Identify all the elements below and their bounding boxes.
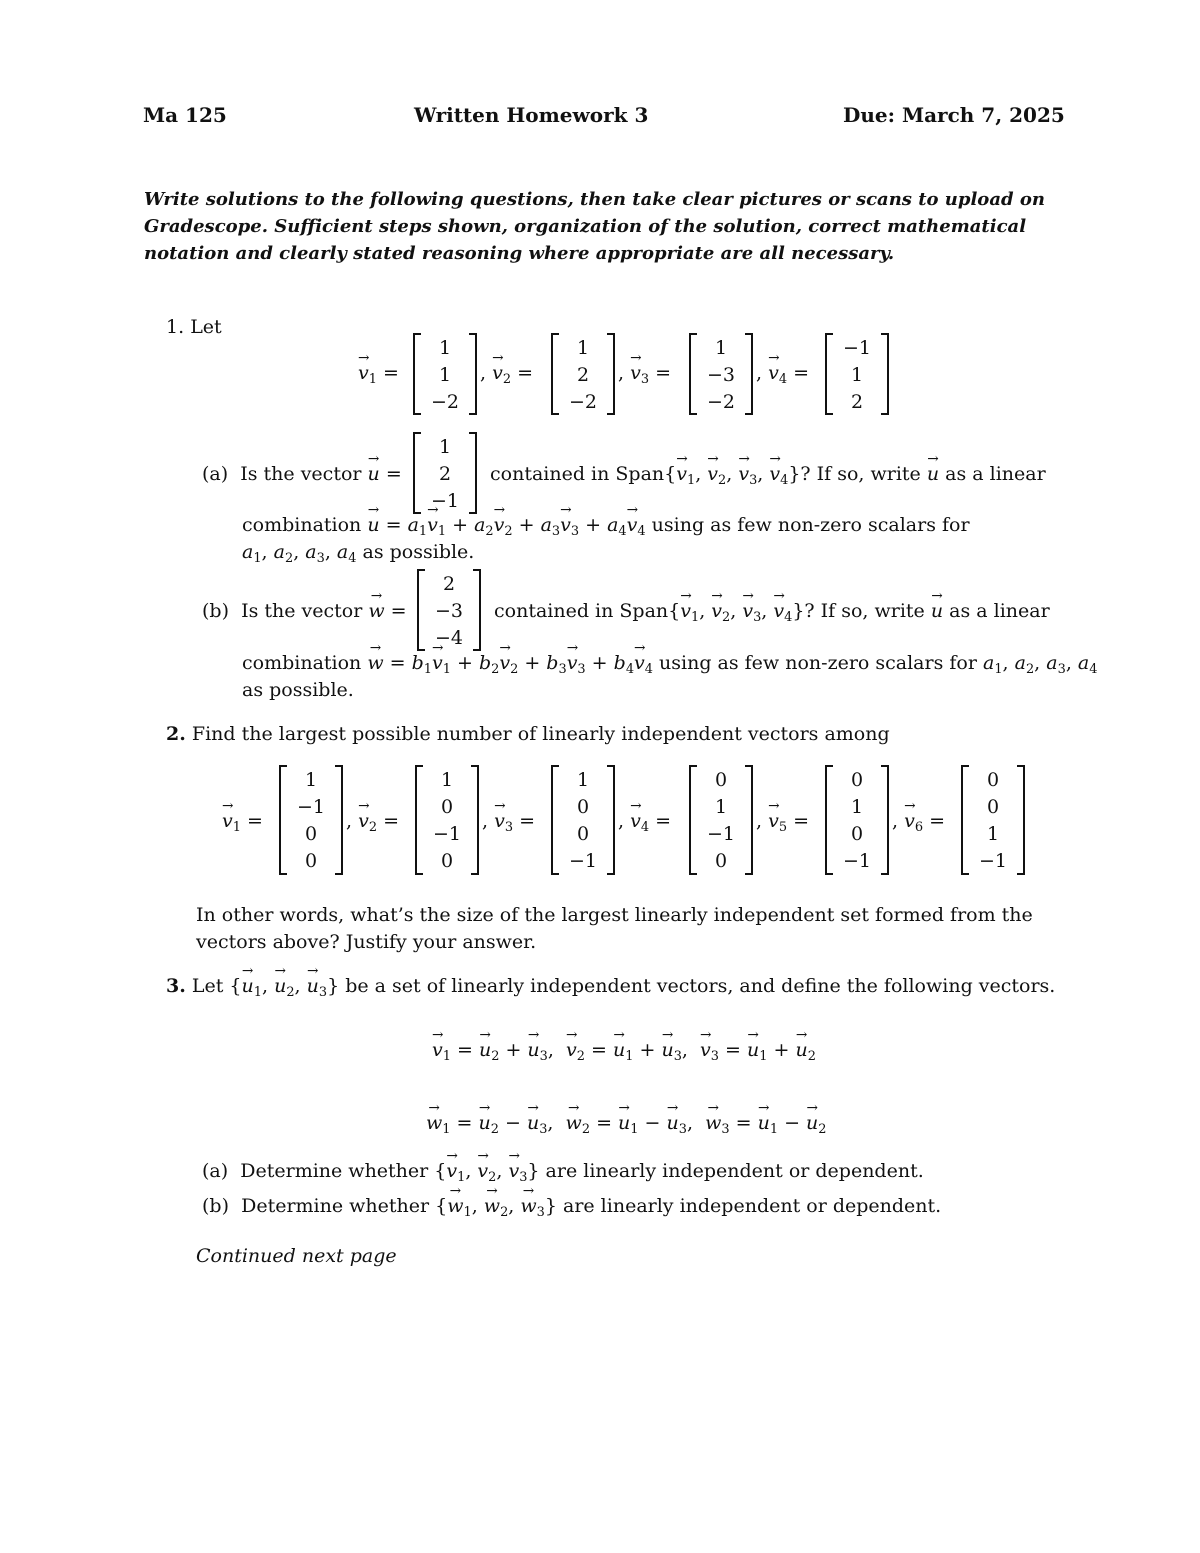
q2-matrix-v2: 1 0 −1 0: [415, 767, 479, 873]
q3b-text: (b) Determine whether {→ $w_1$, → $w_2$, → $w_3$} are linearly independent or dependent.: [202, 1195, 941, 1220]
q2-matrix-v3: 1 0 0 −1: [551, 767, 615, 873]
q1b-span-text: contained in Span{→ $v_1$, → $v_2$, → $v_3$, → $v_4$}? If so, write → u as a linear: [494, 600, 1050, 625]
q1b-line2: combination → $w = b_1\to v_1 + b_2\to v_2 + b_3\to v_3 + b_4\to v_4$ using as few non-zero scalars for $a_1$, $a_2$, $a_3$, $a_4$: [242, 652, 1097, 677]
matrix-v4: −1 1 2: [825, 335, 889, 413]
v2-label: , → $v_2$ =: [480, 362, 533, 387]
q2-v1-label: → $v_1$ =: [222, 810, 263, 835]
due-date: Due: March 7, 2025: [843, 103, 1065, 127]
q3a-text: (a) Determine whether {→ $v_1$, → $v_2$, → $v_3$} are linearly independent or dependent.: [202, 1160, 924, 1185]
v1-label: → $v_1$ =: [358, 362, 399, 387]
matrix-v3: 1 −3 −2: [689, 335, 753, 413]
q1a-line2: combination → $u = a_1\to v_1 + a_2\to v_2 + a_3\to v_3 + a_4\to v_4$ using as few non-zero scalars for: [242, 514, 970, 539]
question-1-lead: 1. Let: [166, 316, 222, 338]
q2-follow-2: vectors above? Justify your answer.: [196, 931, 537, 953]
continued-note: Continued next page: [196, 1245, 397, 1267]
matrix-v1: 1 1 −2: [413, 335, 477, 413]
matrix-v2: 1 2 −2: [551, 335, 615, 413]
matrix-u: 1 2 −1: [413, 434, 477, 512]
page-title: Written Homework 3: [414, 103, 649, 127]
q2-v2-label: , → $v_2$ =: [346, 810, 399, 835]
q1a-line3: $a_1$, $a_2$, $a_3$, $a_4$ as possible.: [242, 541, 475, 566]
instructions: Write solutions to the following questions, then take clear pictures or scans to upload on Gradescope. Sufficient steps shown, organization of the solution, correct mathematical notation and clearly stated reasoning where appropriate are all necessary.: [144, 189, 1045, 264]
q1b-line3: as possible.: [242, 679, 354, 701]
v3-label: , → $v_3$ =: [618, 362, 671, 387]
q1b-text: (b) Is the vector → w =: [202, 600, 407, 622]
q2-follow-1: In other words, what’s the size of the largest linearly independent set formed from the: [196, 904, 1033, 926]
q2-matrix-v1: 1 −1 0 0: [279, 767, 343, 873]
q2-v3-label: , → $v_3$ =: [482, 810, 535, 835]
q2-v4-label: , → $v_4$ =: [618, 810, 671, 835]
v-definitions: → $v_1$ = → $u_2$ + → $u_3$, → $v_2$ = → $u_1$ + → $u_3$, → $v_3$ = → $u_1$ + → $u_2$: [432, 1039, 816, 1064]
matrix-w: 2 −3 −4: [417, 571, 481, 649]
v4-label: , → $v_4$ =: [756, 362, 809, 387]
question-2-text: 2. Find the largest possible number of linearly independent vectors among: [166, 723, 890, 745]
q1a-text: (a) Is the vector → u =: [202, 463, 402, 485]
w-definitions: → $w_1$ = → $u_2$ − → $u_3$, → $w_2$ = → $u_1$ − → $u_3$, → $w_3$ = → $u_1$ − → $u_2$: [426, 1112, 827, 1137]
q2-v6-label: , → $v_6$ =: [892, 810, 945, 835]
q2-matrix-v5: 0 1 0 −1: [825, 767, 889, 873]
q2-matrix-v4: 0 1 −1 0: [689, 767, 753, 873]
question-3-text: 3. Let {→ $u_1$, → $u_2$, → $u_3$} be a set of linearly independent vectors, and define the following vectors.: [166, 975, 1055, 1000]
q1a-span-text: contained in Span{→ $v_1$, → $v_2$, → $v_3$, → $v_4$}? If so, write → u as a linear: [490, 463, 1046, 488]
course-label: Ma 125: [143, 103, 227, 127]
q2-v5-label: , → $v_5$ =: [756, 810, 809, 835]
q2-matrix-v6: 0 0 1 −1: [961, 767, 1025, 873]
